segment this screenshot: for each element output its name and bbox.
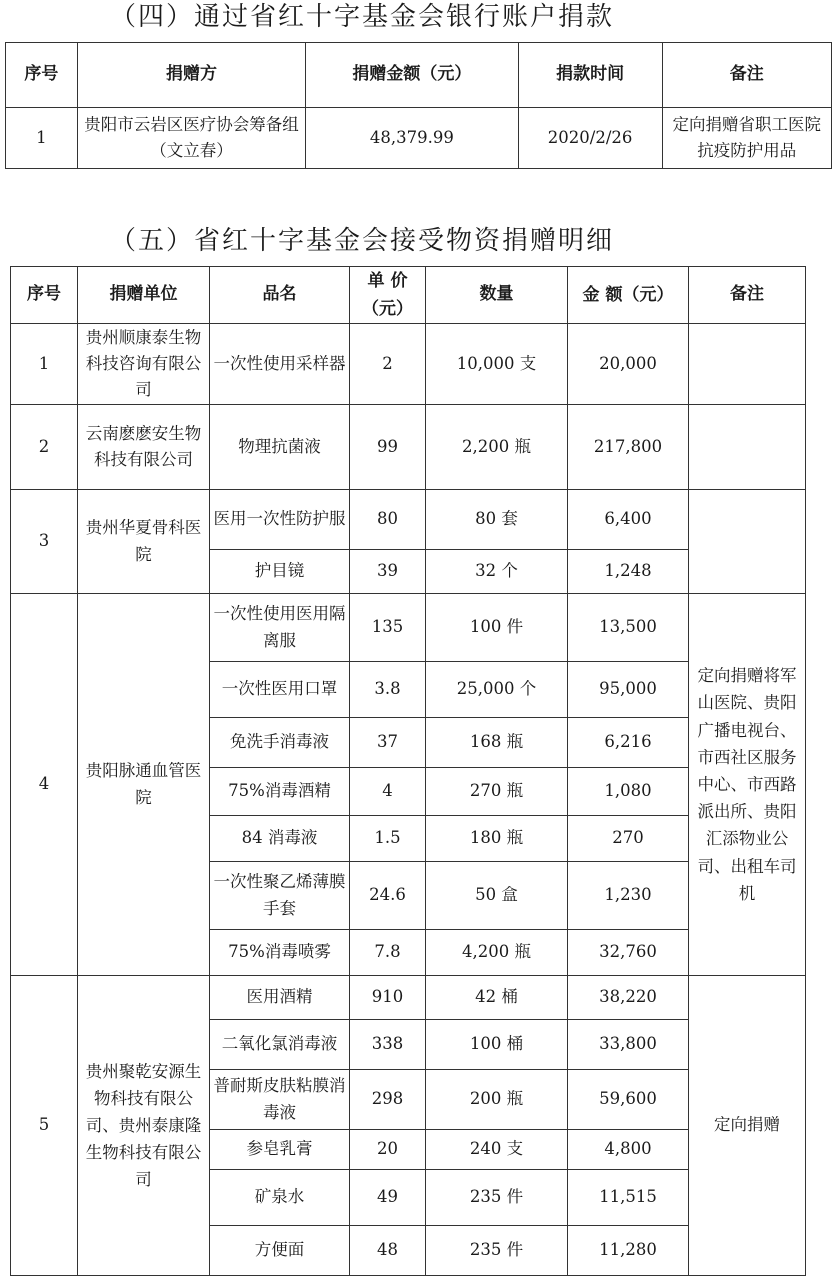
- cell-price: 20: [350, 1130, 426, 1170]
- table-row: [11, 594, 806, 662]
- cell-amount: 95,000: [568, 662, 689, 718]
- cell-unit: 云南麽麽安生物科技有限公司: [78, 405, 210, 490]
- cell-remark: [689, 324, 806, 405]
- cell-price: 48: [350, 1226, 426, 1276]
- cell-price: 1.5: [350, 816, 426, 862]
- cell-no: 2: [11, 405, 78, 490]
- cell-qty: 80 套: [426, 490, 568, 550]
- cell-no: 4: [11, 594, 78, 976]
- cell-unit: 贵阳脉通血管医院: [78, 594, 210, 976]
- cell-unit: 贵州聚乾安源生物科技有限公司、贵州泰康隆生物科技有限公司: [78, 976, 210, 1276]
- cell-qty: 235 件: [426, 1226, 568, 1276]
- cell-price: 7.8: [350, 930, 426, 976]
- header-no: 序号: [11, 267, 78, 324]
- cell-amount: 13,500: [568, 594, 689, 662]
- header-no: 序号: [6, 43, 78, 108]
- cell-unit: 贵州顺康泰生物科技咨询有限公司: [78, 324, 210, 405]
- cell-no: 5: [11, 976, 78, 1276]
- cell-price: 37: [350, 718, 426, 768]
- cell-amount: 1,230: [568, 862, 689, 930]
- cell-amount: 11,515: [568, 1170, 689, 1226]
- header-unit: 捐赠单位: [78, 267, 210, 324]
- cell-item: 医用酒精: [210, 976, 350, 1020]
- cell-qty: 42 桶: [426, 976, 568, 1020]
- cell-price: 49: [350, 1170, 426, 1226]
- cell-qty: 235 件: [426, 1170, 568, 1226]
- cell-item: 一次性医用口罩: [210, 662, 350, 718]
- cell-remark: 定向捐赠将军山医院、贵阳广播电视台、市西社区服务中心、市西路派出所、贵阳汇添物业公司、出租车司机: [689, 594, 806, 976]
- cell-qty: 25,000 个: [426, 662, 568, 718]
- cell-item: 普耐斯皮肤粘膜消毒液: [210, 1070, 350, 1130]
- cell-price: 2: [350, 324, 426, 405]
- cell-item: 一次性使用采样器: [210, 324, 350, 405]
- cell-qty: 100 件: [426, 594, 568, 662]
- header-remark: 备注: [689, 267, 806, 324]
- cell-item: 物理抗菌液: [210, 405, 350, 490]
- cell-amount: 59,600: [568, 1070, 689, 1130]
- header-qty: 数量: [426, 267, 568, 324]
- cell-amount: 4,800: [568, 1130, 689, 1170]
- header-time: 捐款时间: [518, 43, 662, 108]
- cell-item: 二氧化氯消毒液: [210, 1020, 350, 1070]
- cell-qty: 100 桶: [426, 1020, 568, 1070]
- cell-item: 一次性使用医用隔离服: [210, 594, 350, 662]
- table-row: [11, 490, 806, 550]
- cell-qty: 32 个: [426, 550, 568, 594]
- cell-item: 护目镜: [210, 550, 350, 594]
- cell-amount: 48,379.99: [306, 108, 519, 169]
- header-amount: 金 额（元）: [568, 267, 689, 324]
- header-remark: 备注: [662, 43, 832, 108]
- cell-price: 4: [350, 768, 426, 816]
- cell-item: 75%消毒酒精: [210, 768, 350, 816]
- cell-amount: 270: [568, 816, 689, 862]
- header-item: 品名: [210, 267, 350, 324]
- cell-unit: 贵州华夏骨科医院: [78, 490, 210, 594]
- cell-price: 3.8: [350, 662, 426, 718]
- header-price: 单 价（元）: [350, 267, 426, 324]
- cell-item: 免洗手消毒液: [210, 718, 350, 768]
- cell-price: 910: [350, 976, 426, 1020]
- cell-price: 80: [350, 490, 426, 550]
- cell-item: 医用一次性防护服: [210, 490, 350, 550]
- table-header-row: [6, 43, 832, 108]
- cell-amount: 11,280: [568, 1226, 689, 1276]
- cell-price: 135: [350, 594, 426, 662]
- cell-price: 24.6: [350, 862, 426, 930]
- material-donation-table: [10, 266, 806, 1276]
- table-row: [11, 324, 806, 405]
- cell-no: 3: [11, 490, 78, 594]
- table-row: [6, 108, 832, 169]
- cell-qty: 4,200 瓶: [426, 930, 568, 976]
- cell-qty: 200 瓶: [426, 1070, 568, 1130]
- cell-amount: 1,248: [568, 550, 689, 594]
- cell-item: 矿泉水: [210, 1170, 350, 1226]
- cell-qty: 2,200 瓶: [426, 405, 568, 490]
- cell-no: 1: [6, 108, 78, 169]
- cell-amount: 217,800: [568, 405, 689, 490]
- cell-amount: 38,220: [568, 976, 689, 1020]
- cell-item: 一次性聚乙烯薄膜手套: [210, 862, 350, 930]
- section5-heading: （五）省红十字基金会接受物资捐赠明细: [110, 226, 615, 256]
- cell-qty: 50 盒: [426, 862, 568, 930]
- cell-price: 39: [350, 550, 426, 594]
- cell-remark: 定向捐赠: [689, 976, 806, 1276]
- cell-remark: [689, 490, 806, 594]
- cell-price: 338: [350, 1020, 426, 1070]
- cell-qty: 168 瓶: [426, 718, 568, 768]
- bank-donation-table: [5, 42, 832, 169]
- cell-amount: 1,080: [568, 768, 689, 816]
- cell-donor: 贵阳市云岩区医疗协会筹备组（文立春）: [77, 108, 305, 169]
- cell-time: 2020/2/26: [518, 108, 662, 169]
- cell-amount: 33,800: [568, 1020, 689, 1070]
- cell-item: 方便面: [210, 1226, 350, 1276]
- cell-qty: 180 瓶: [426, 816, 568, 862]
- table-row: [11, 405, 806, 490]
- cell-no: 1: [11, 324, 78, 405]
- cell-qty: 10,000 支: [426, 324, 568, 405]
- cell-amount: 6,216: [568, 718, 689, 768]
- table-row: [11, 976, 806, 1020]
- header-amount: 捐赠金额（元）: [306, 43, 519, 108]
- cell-price: 298: [350, 1070, 426, 1130]
- cell-item: 84 消毒液: [210, 816, 350, 862]
- cell-price: 99: [350, 405, 426, 490]
- cell-item: 参皂乳膏: [210, 1130, 350, 1170]
- cell-item: 75%消毒喷雾: [210, 930, 350, 976]
- section4-heading: （四）通过省红十字基金会银行账户捐款: [110, 2, 615, 32]
- cell-qty: 240 支: [426, 1130, 568, 1170]
- table-header-row: [11, 267, 806, 324]
- cell-remark: [689, 405, 806, 490]
- cell-qty: 270 瓶: [426, 768, 568, 816]
- cell-amount: 20,000: [568, 324, 689, 405]
- header-donor: 捐赠方: [77, 43, 305, 108]
- cell-amount: 32,760: [568, 930, 689, 976]
- cell-amount: 6,400: [568, 490, 689, 550]
- cell-remark: 定向捐赠省职工医院抗疫防护用品: [662, 108, 832, 169]
